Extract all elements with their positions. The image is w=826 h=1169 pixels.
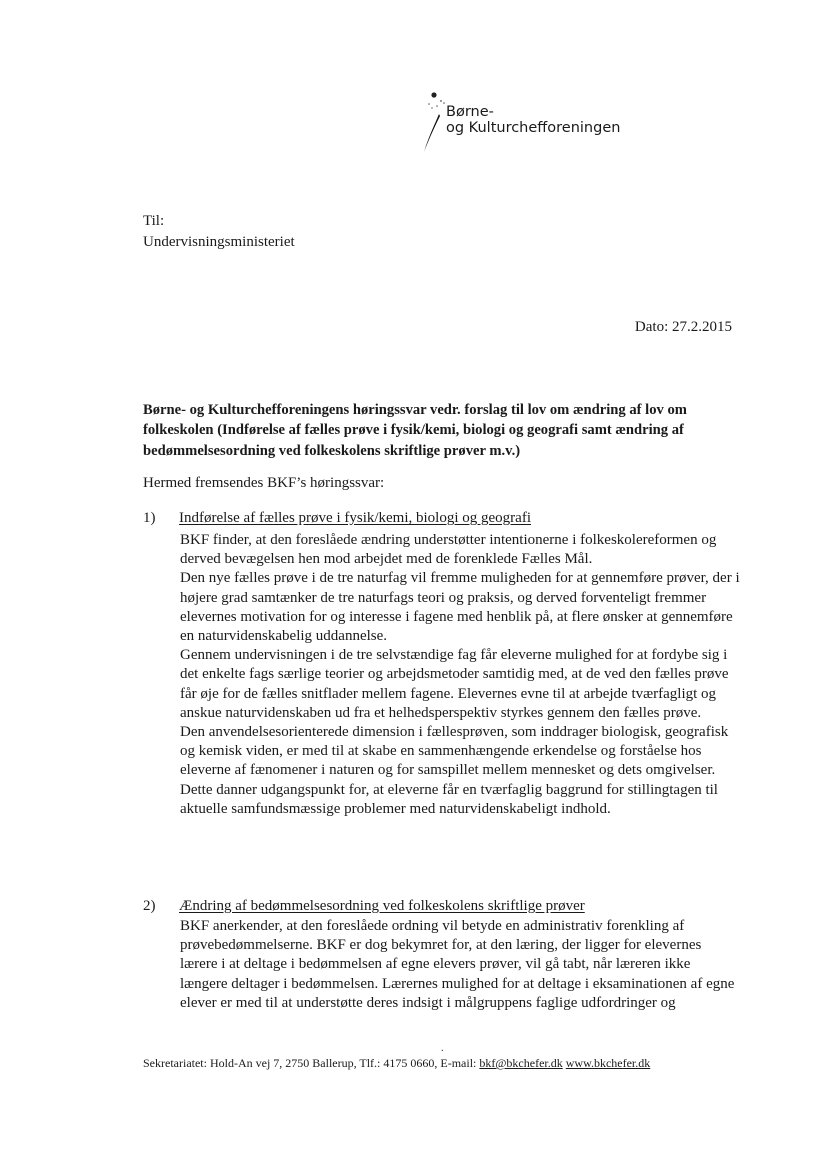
page-mark: .: [441, 1043, 444, 1054]
footer-address: Sekretariatet: Hold-An vej 7, 2750 Ballerup, Tlf.: 4175 0660, E-mail:: [143, 1056, 480, 1070]
logo-line-1: Børne-: [446, 104, 494, 120]
document-title: Børne- og Kulturchefforeningens høringssvar vedr. forslag til lov om ændring af lov om folkeskolen (Indførelse af fælles prøve i fysik/kemi, biologi og geografi samt ændring af bedømmelsesordning ved folkeskolens skriftlige prøver m.v.): [143, 402, 687, 459]
section-1-paragraph: BKF finder, at den foreslåede ændring understøtter intentionerne i folkeskolereformen og derved bevægelsen hen mod arbejdet med de forenklede Fælles Mål.: [180, 532, 717, 568]
section-1-paragraph: Gennem undervisningen i de tre selvstændige fag får eleverne mulighed for at fordybe sig i det enkelte fags særlige teorier og arbejdsmetoder samtidig med, at de ved den fælles prøve får øje for de fælles snitflader mellem fagene. Elevernes evne til at arbejde tværfagligt og anskue naturvidenskaben ud fra et helhedsperspektiv styrkes gennem den fælles prøve.: [180, 647, 729, 721]
section-2-body: [180, 917, 740, 1013]
recipient-block: [143, 211, 295, 253]
section-1-heading: [143, 510, 531, 527]
section-1-title: Indførelse af fælles prøve i fysik/kemi, biologi og geografi: [179, 510, 531, 526]
intro-text: Hermed fremsendes BKF’s høringssvar:: [143, 475, 385, 491]
section-1-number: 1): [143, 510, 156, 526]
footer-website-link[interactable]: www.bkchefer.dk: [565, 1056, 651, 1070]
recipient-label: Til:: [143, 213, 165, 229]
organization-logo: [420, 90, 660, 160]
section-1-paragraph: Den anvendelsesorienterede dimension i fællesprøven, som inddrager biologisk, geografisk og kemisk viden, er med til at skabe en sammenhængende erkendelse og forståelse hos eleverne af fænomener i naturen og for samspillet mellem mennesket og dets omgivelser. Dette danner udgangspunkt for, at eleverne får en tværfaglig baggrund for stillingtagen til aktuelle samfundsmæssige problemer med naturvidenskabeligt indhold.: [180, 724, 729, 817]
section-2-heading: [143, 898, 585, 915]
document-date: Dato: 27.2.2015: [634, 319, 732, 335]
section-2-paragraph: BKF anerkender, at den foreslåede ordning vil betyde en administrativ forenkling af prøvebedømmelserne. BKF er dog bekymret for, at den læring, der ligger for elevernes lærere i at deltage i bedømmelsen af egne elevers prøver, vil gå tabt, når læreren ikke længere deltager i bedømmelsen. Lærernes mulighed for at deltage i eksaminationen af egne elever er med til at understøtte deres indsigt i målgruppens faglige udfordringer og: [180, 918, 735, 1011]
section-1-paragraph: Den nye fælles prøve i de tre naturfag vil fremme muligheden for at gennemføre prøver, der i højere grad samtænker de tre naturfags teori og praksis, og derved forventeligt fremmer elevernes motivation for og interesse i fagene med henblik på, at flere ønsker at gennemføre en naturvidenskabelig uddannelse.: [180, 570, 740, 645]
logo-text: [446, 104, 620, 136]
footer-email-link[interactable]: bkf@bkchefer.dk: [479, 1056, 563, 1070]
logo-line-2: og Kulturchefforeningen: [446, 120, 621, 136]
footer: [143, 1056, 703, 1071]
section-1-body: [180, 531, 740, 819]
recipient-name: Undervisningsministeriet: [143, 234, 295, 250]
section-2-number: 2): [143, 898, 156, 914]
section-2-title: Ændring af bedømmelsesordning ved folkeskolens skriftlige prøver: [179, 898, 585, 914]
